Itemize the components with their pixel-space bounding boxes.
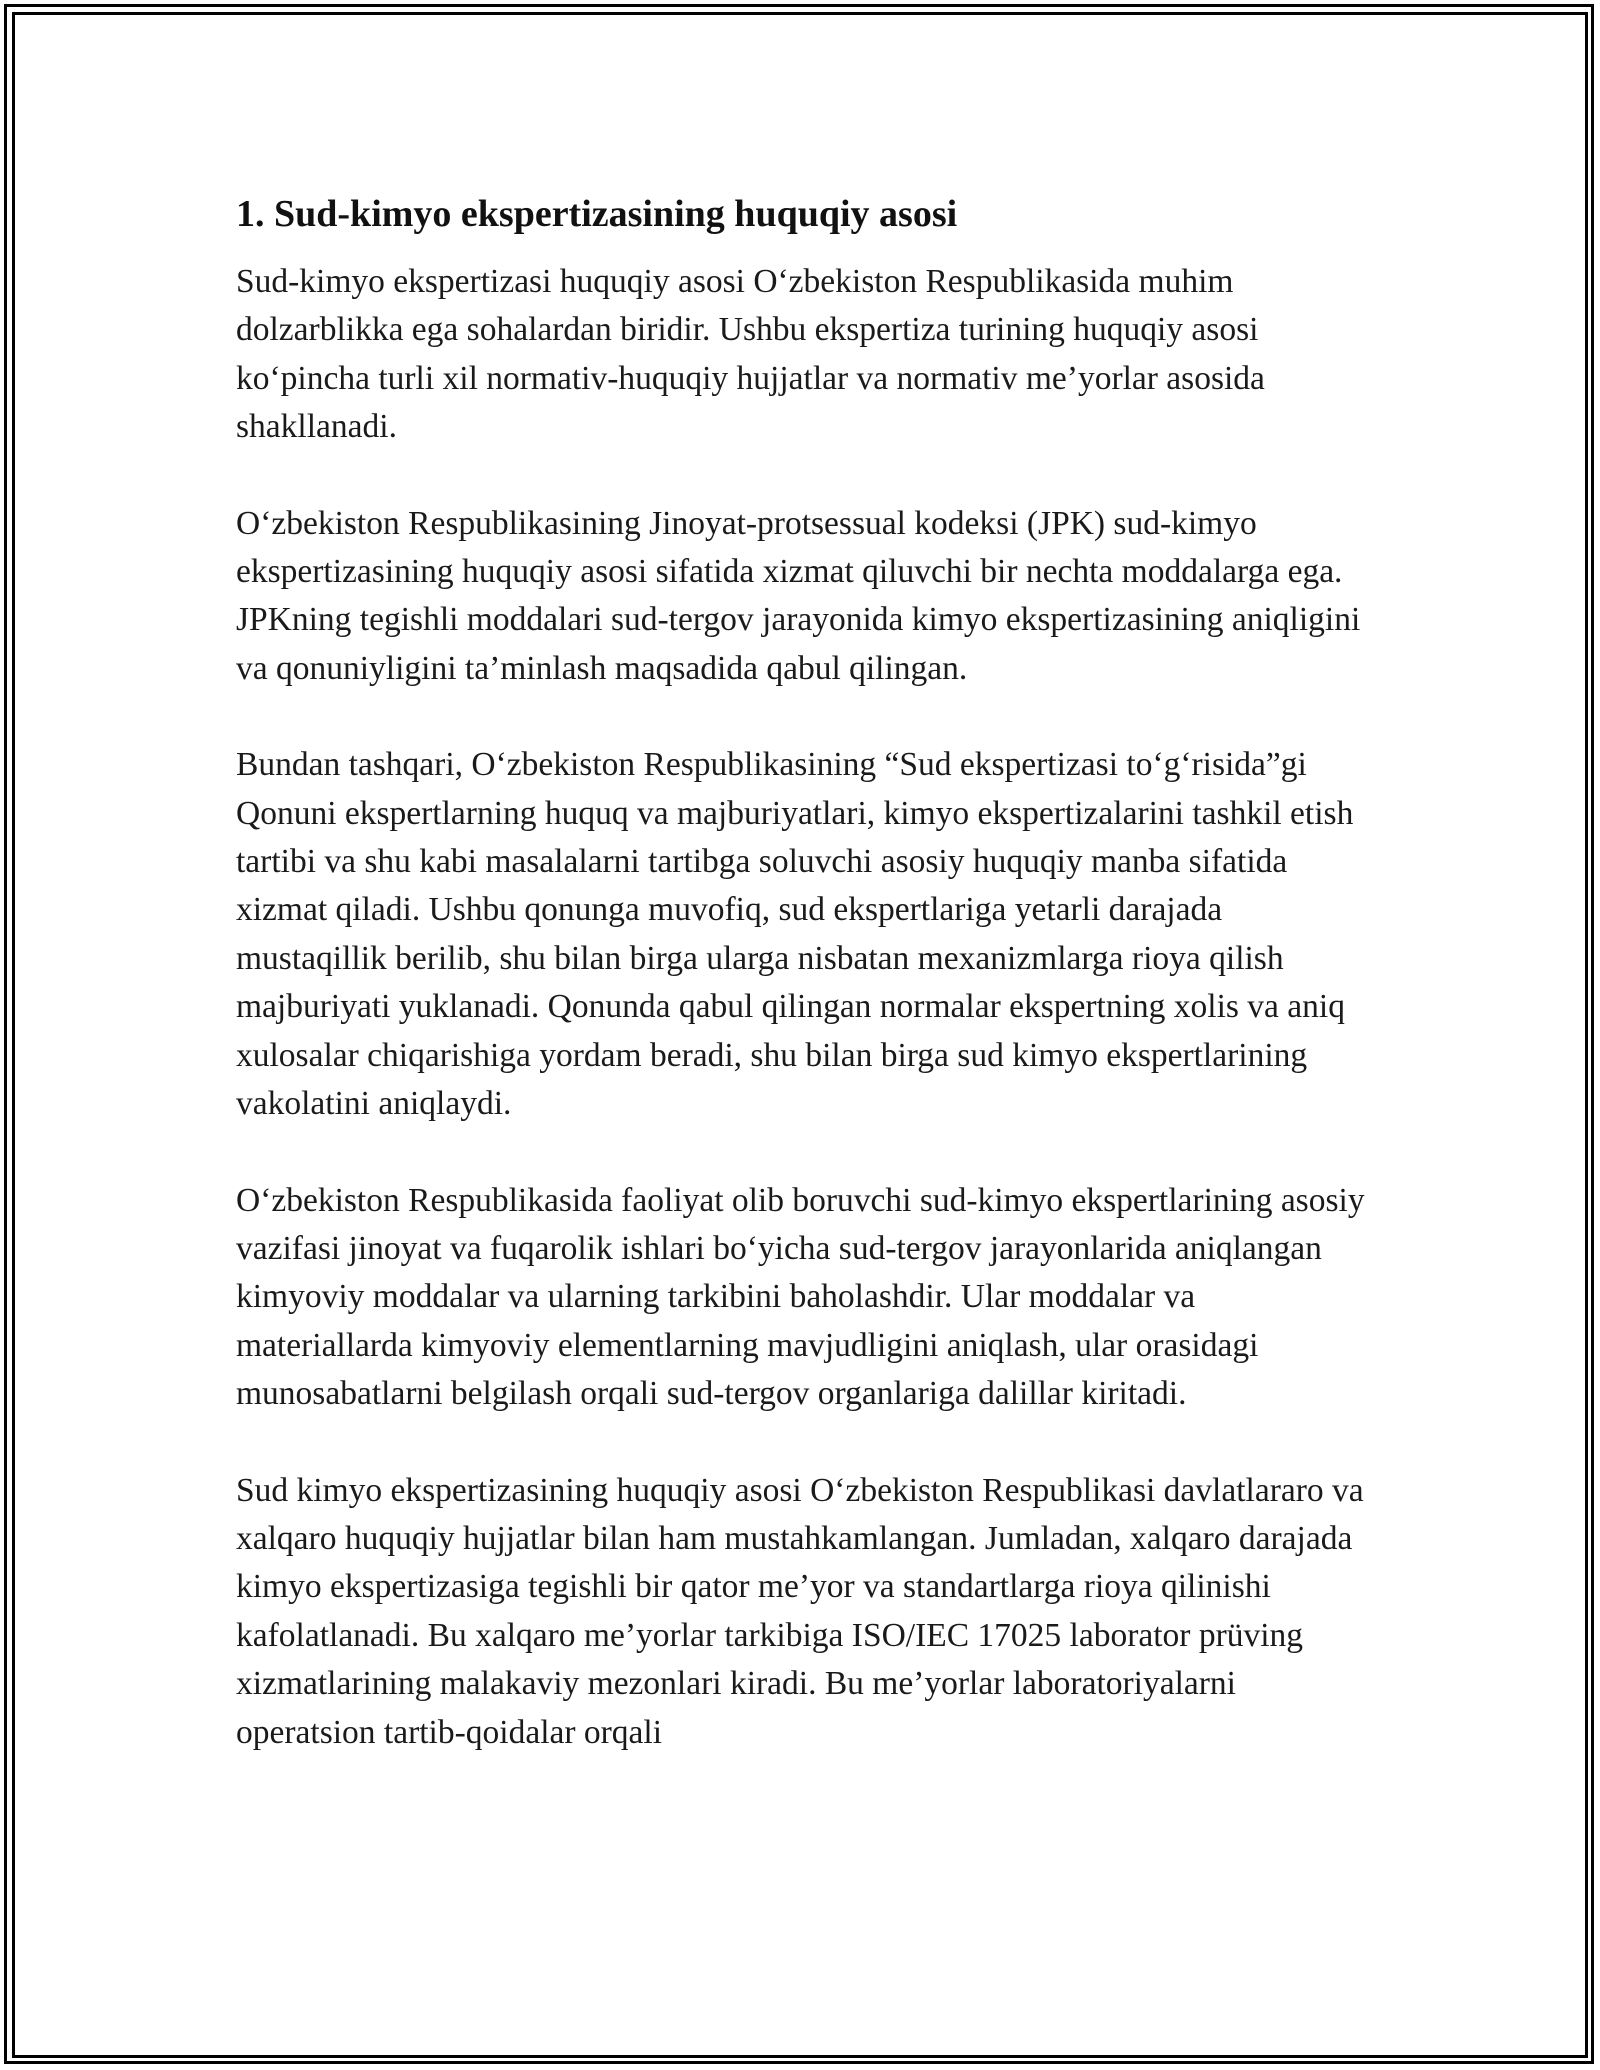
document-body [236,186,1366,1757]
paragraph-1: Sud-kimyo ekspertizasi huquqiy asosi O‘zbekiston Respublikasida muhim dolzarblikka ega sohalardan biridir. Ushbu ekspertiza turining huquqiy asosi ko‘pincha turli xil normativ-huquqiy hujjatlar va normativ me’yorlar asosida shakllanadi. [236,263,1265,446]
paragraph-5: Sud kimyo ekspertizasining huquqiy asosi O‘zbekiston Respublikasi davlatlararo va xalqaro huquqiy hujjatlar bilan ham mustahkamlangan. Jumladan, xalqaro darajada kimyo ekspertizasiga tegishli bir qator me’yor va standartlarga rioya qilinishi kafolatlanadi. Bu xalqaro me’yorlar tarkibiga ISO/IEC 17025 laborator prüving xizmatlarining malakaviy mezonlari kiradi. Bu me’yorlar laboratoriyalarni operatsion tartib-qoidalar orqali [236,1471,1364,1751]
paragraph-2: O‘zbekiston Respublikasining Jinoyat-protsessual kodeksi (JPK) sud-kimyo ekspertizasining huquqiy asosi sifatida xizmat qiluvchi bir nechta moddalarga ega. JPKning tegishli moddalari sud-tergov jarayonida kimyo ekspertizasining aniqligini va qonuniyligini ta’minlash maqsadida qabul qilingan. [236,504,1361,687]
paragraph-4: O‘zbekiston Respublikasida faoliyat olib boruvchi sud-kimyo ekspertlarining asosiy vazifasi jinoyat va fuqarolik ishlari bo‘yicha sud-tergov jarayonlarida aniqlangan kimyoviy moddalar va ularning tarkibini baholashdir. Ular moddalar va materiallarda kimyoviy elementlarning mavjudligini aniqlash, ular orasidagi munosabatlarni belgilash orqali sud-tergov organlariga dalillar kiritadi. [236,1181,1365,1413]
paragraph-3: Bundan tashqari, O‘zbekiston Respublikasining “Sud ekspertizasi to‘g‘risida”gi Qonuni ekspertlarning huquq va majburiyatlari, kimyo ekspertizalarini tashkil etish tartibi va shu kabi masalalarni tartibga soluvchi asosiy huquqiy manba sifatida xizmat qiladi. Ushbu qonunga muvofiq, sud ekspertlariga yetarli darajada mustaqillik berilib, shu bilan birga ularga nisbatan mexanizmlarga rioya qilish majburiyati yuklanadi. Qonunda qabul qilingan normalar ekspertning xolis va aniq xulosalar chiqarishiga yordam beradi, shu bilan birga sud kimyo ekspertlarining vakolatini aniqlaydi. [236,746,1354,1123]
section-heading: 1. Sud-kimyo ekspertizasining huquqiy asosi [236,193,958,235]
